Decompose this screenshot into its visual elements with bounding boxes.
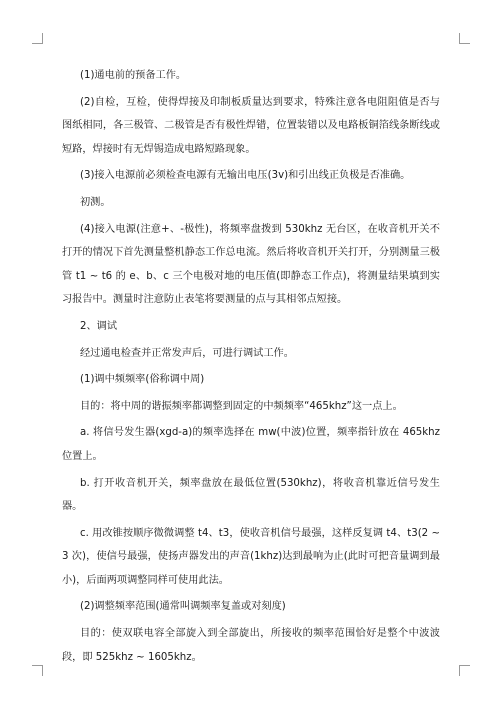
paragraph-debug-intro: 经过通电检查并正常发声后，可进行调试工作。 xyxy=(80,347,294,359)
paragraph-initial-test: 初测。 xyxy=(80,196,111,208)
paragraph-power-check: (3)接入电源前必须检查电源有无输出电压(3v)和引出线正负极是否准确。 xyxy=(80,170,411,182)
paragraph-self-check: (2)自检，互检，使得焊接及印制板质量达到要求，特殊注意各电阻阻值是否与图纸相同，各三极管、二极管是否有极性焊错，位置装错以及电路板铜箔线条断线或短路，焊接时有无焊锡造成电路短路现象。 xyxy=(62,96,440,155)
crop-mark-bottom-right xyxy=(459,665,470,676)
paragraph-step-b: b. 打开收音机开关，频率盘放在最低位置(530khz)，将收音机靠近信号发生器。 xyxy=(62,477,440,513)
paragraph-if-purpose: 目的：将中周的谐振频率都调整到固定的中频频率“465khz”这一点上。 xyxy=(80,400,403,412)
crop-mark-top-right xyxy=(459,33,470,44)
paragraph-range-heading: (2)调整频率范围(通常叫调频率复盖或对刻度) xyxy=(80,601,286,613)
document-body xyxy=(62,64,440,672)
paragraph-if-heading: (1)调中频频率(俗称调中周) xyxy=(80,374,205,386)
paragraph-static-current: (4)接入电源(注意+、-极性)，将频率盘拨到 530khz 无台区，在收音机开关不打开的情况下首先测量整机静态工作总电流。然后将收音机开关打开，分别测量三极管 t1 ~ t6 的 e、b、c 三个电极对地的电压值(即静态工作点)，将测量结果填到实习报告中。测量时注意防止表笔将要测量的点与其相邻点短接。 xyxy=(62,223,440,306)
paragraph-step-a: a. 将信号发生器(xgd-a)的频率选择在 mw(中波)位置，频率指针放在 465khz 位置上。 xyxy=(62,427,440,462)
paragraph-step-c: c. 用改锥按顺序微微调整 t4、t3，使收音机信号最强，这样反复调 t4、t3(2 ~ 3 次)，使信号最强，使扬声器发出的声音(1khz)达到最响为止(此时可把音量调到最小)，后面两项调整同样可使用此法。 xyxy=(62,527,440,586)
paragraph-range-purpose: 目的：使双联电容全部旋入到全部旋出，所接收的频率范围恰好是整个中波波段，即 525khz ~ 1605khz。 xyxy=(62,628,440,663)
crop-mark-bottom-left xyxy=(32,665,43,676)
paragraph-preparation-heading: (1)通电前的预备工作。 xyxy=(80,70,187,81)
crop-mark-top-left xyxy=(32,33,43,44)
section-heading-debug: 2、调试 xyxy=(80,320,118,332)
